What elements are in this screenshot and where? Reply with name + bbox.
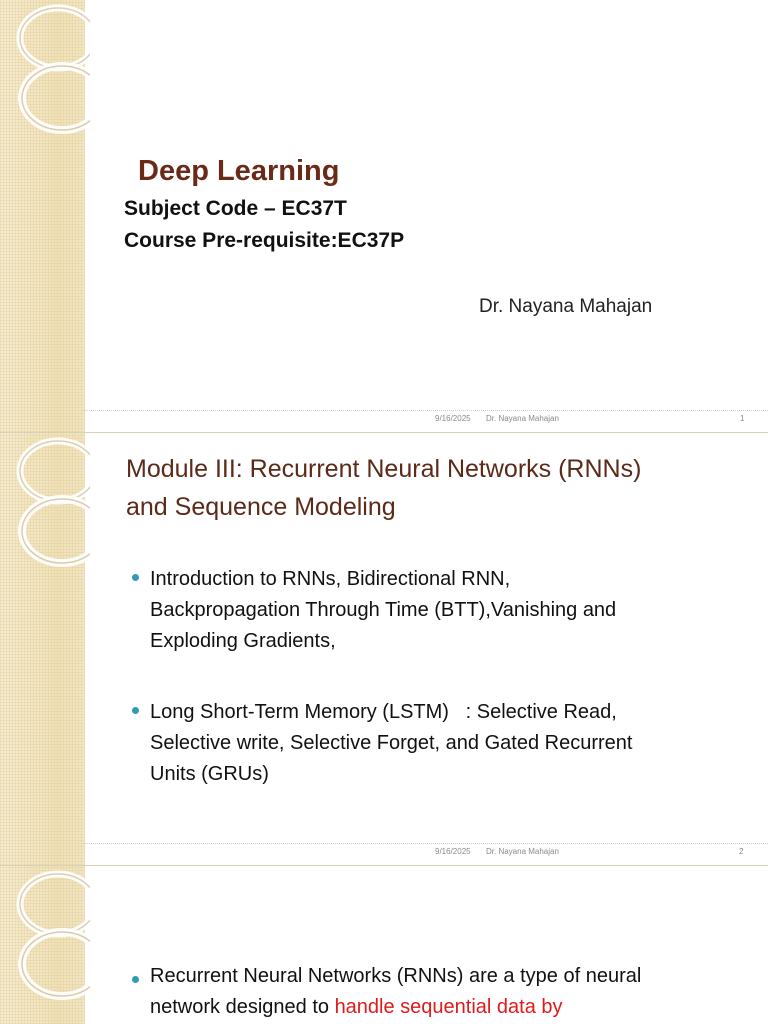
footer-date: 9/16/2025 — [435, 414, 471, 423]
footer-page-number: 1 — [740, 414, 745, 423]
subject-code: Subject Code – EC37T — [124, 197, 347, 220]
slide-1 — [0, 0, 768, 432]
footer-page-number: 2 — [739, 847, 744, 856]
highlighted-text: handle sequential data by — [334, 996, 563, 1018]
footer-author: Dr. Nayana Mahajan — [486, 847, 559, 856]
bullet-text-line-1: Recurrent Neural Networks (RNNs) are a type of neural — [150, 965, 642, 987]
slide-title-line-2: and Sequence Modeling — [126, 493, 396, 521]
decorative-ring-icon — [0, 433, 90, 593]
slide-title-line-1: Module III: Recurrent Neural Networks (RNNs) — [126, 455, 642, 483]
footer-date: 9/16/2025 — [435, 847, 471, 856]
bullet-text-line-2: network designed to handle sequential data by — [150, 996, 563, 1018]
slide-title: Deep Learning — [138, 155, 340, 187]
bullet-icon — [132, 574, 139, 581]
bullet-icon — [132, 707, 139, 714]
decorative-ring-icon — [0, 866, 90, 1024]
slide-2: Module III: Recurrent Neural Networks (RNNs) and Sequence Modeling Introduction to RNNs, Bidirectional RNN, Backpropagation Through Time (BTT),Vanishing and Exploding Gradients, Long Short-Term Memory (LSTM) : Selective Read, Selective write, Selective Forget, and Gated Recurrent Units (GRUs) 9/16/2025 Dr. Nayana Mahajan 2 — [0, 433, 768, 865]
author-name: Dr. Nayana Mahajan — [479, 296, 653, 317]
decorative-ring-icon — [0, 0, 90, 160]
bullet-icon — [132, 976, 139, 983]
course-prerequisite: Course Pre-requisite:EC37P — [124, 229, 405, 252]
footer-author: Dr. Nayana Mahajan — [486, 414, 559, 423]
